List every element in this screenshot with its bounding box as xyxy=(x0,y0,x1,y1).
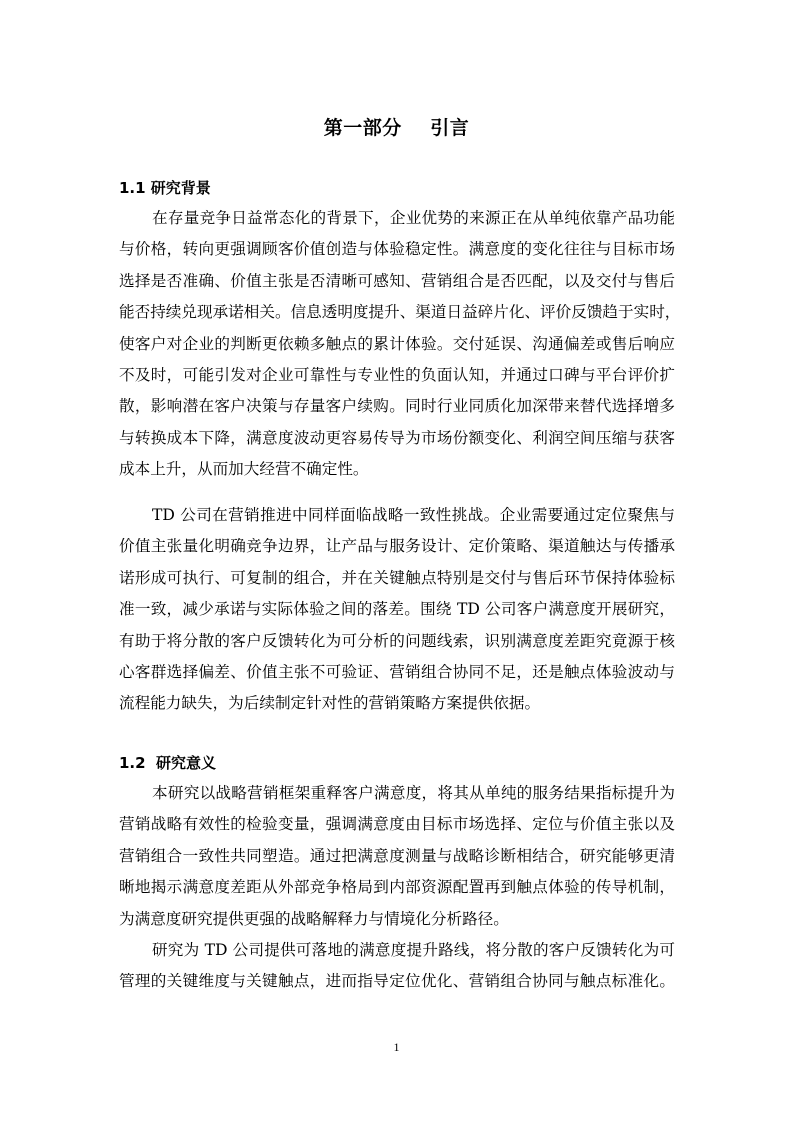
text-line: 能否持续兑现承诺相关。信息透明度提升、渠道日益碎片化、评价反馈趋于实时， xyxy=(119,303,681,322)
text-line: 本研究以战略营销框架重释客户满意度，将其从单纯的服务结果指标提升为 xyxy=(152,784,675,802)
text-line: 诺形成可执行、可复制的组合，并在关键触点特别是交付与售后环节保持体验标 xyxy=(119,568,675,587)
page-number: 1 xyxy=(393,1040,400,1054)
text-line: 准一致，减少承诺与实际体验之间的落差。围绕 TD 公司客户满意度开展研究， xyxy=(119,600,675,619)
text-line: 散，影响潜在客户决策与存量客户续购。同时行业同质化加深带来替代选择增多 xyxy=(119,397,675,416)
text-line: TD 公司在营销推进中同样面临战略一致性挑战。企业需要通过定位聚焦与 xyxy=(152,506,675,524)
text-line: 心客群选择偏差、价值主张不可验证、营销组合协同不足，还是触点体验波动与 xyxy=(119,662,675,681)
paragraph-significance-1 xyxy=(119,778,675,935)
chapter-title: 第一部分 引言 xyxy=(323,117,470,139)
section-heading-background: 1.1 研究背景 xyxy=(119,179,211,197)
paragraph-background-1 xyxy=(119,203,681,486)
text-line: 选择是否准确、价值主张是否清晰可感知、营销组合是否匹配，以及交付与售后 xyxy=(119,271,675,290)
paragraph-background-2 xyxy=(119,500,675,720)
text-line: 管理的关键维度与关键触点，进而指导定位优化、营销组合协同与触点标准化。 xyxy=(119,972,675,991)
section-heading-significance: 1.2 研究意义 xyxy=(119,754,217,772)
text-line: 晰地揭示满意度差距从外部竞争格局到内部资源配置再到触点体验的传导机制， xyxy=(119,878,675,897)
text-line: 有助于将分散的客户反馈转化为可分析的问题线索，识别满意度差距究竟源于核 xyxy=(119,631,675,650)
text-line: 与价格，转向更强调顾客价值创造与体验稳定性。满意度的变化往往与目标市场 xyxy=(119,240,675,259)
text-line: 在存量竞争日益常态化的背景下，企业优势的来源正在从单纯依靠产品功能 xyxy=(152,209,675,227)
text-line: 研究为 TD 公司提供可落地的满意度提升路线，将分散的客户反馈转化为可 xyxy=(152,941,675,959)
text-line: 使客户对企业的判断更依赖多触点的累计体验。交付延误、沟通偏差或售后响应 xyxy=(119,334,675,353)
paragraph-significance-2 xyxy=(119,935,675,998)
text-line: 与转换成本下降，满意度波动更容易传导为市场份额变化、利润空间压缩与获客 xyxy=(119,428,675,447)
text-line: 流程能力缺失，为后续制定针对性的营销策略方案提供依据。 xyxy=(119,694,541,713)
text-line: 营销组合一致性共同塑造。通过把满意度测量与战略诊断相结合，研究能够更清 xyxy=(119,846,675,865)
text-line: 为满意度研究提供更强的战略解释力与情境化分析路径。 xyxy=(119,909,509,928)
text-line: 价值主张量化明确竞争边界，让产品与服务设计、定价策略、渠道触达与传播承 xyxy=(119,537,675,556)
text-line: 成本上升，从而加大经营不确定性。 xyxy=(119,460,369,479)
text-line: 营销战略有效性的检验变量，强调满意度由目标市场选择、定位与价值主张以及 xyxy=(119,815,675,834)
text-line: 不及时，可能引发对企业可靠性与专业性的负面认知，并通过口碑与平台评价扩 xyxy=(119,365,675,384)
